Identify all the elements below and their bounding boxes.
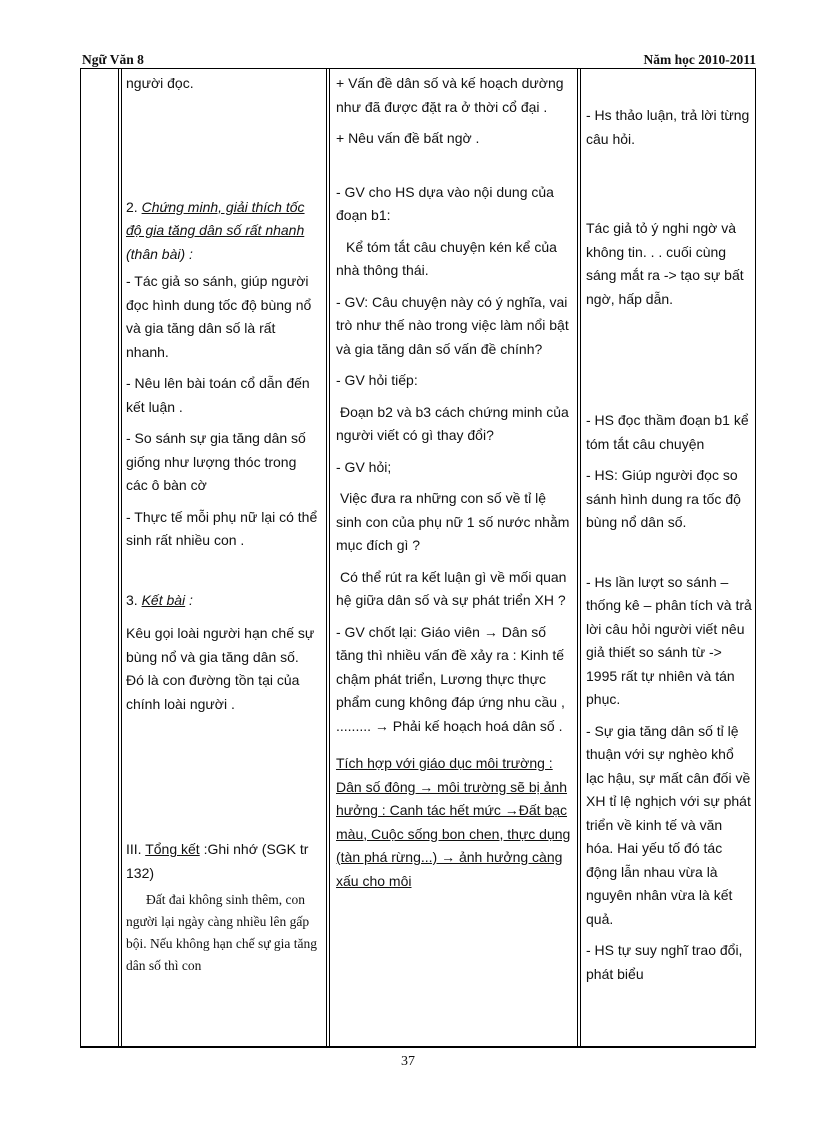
content-text: + Nêu vấn đề bất ngờ . — [336, 130, 480, 146]
content-text: Kêu gọi loài người hạn chế sự bùng nổ và gia tăng dân số. Đó là con đường tồn tại của chính loài người . — [126, 625, 315, 712]
page-number: 37 — [401, 1054, 415, 1069]
content-text: - GV hỏi tiếp: — [336, 372, 418, 388]
content-text: Việc đưa ra những con số về tỉ lệ sinh con của phụ nữ 1 số nước nhằm mục đích gì ? — [336, 490, 570, 553]
page-header — [82, 52, 756, 68]
content-text: - Tác giả so sánh, giúp người đọc hình dung tốc độ bùng nổ và gia tăng dân số là rất nhanh. — [126, 273, 312, 360]
content-text: - Nêu lên bài toán cổ dẫn đến kết luận . — [126, 375, 310, 415]
content-text: Đoạn b2 và b3 cách chứng minh của người viết có gì thay đổi? — [336, 403, 569, 443]
section-heading-title: Kết bài — [141, 591, 186, 608]
section-heading-body: 2. Chứng minh, giải thích tốc độ gia tăng dân số rất nhanh (thân bài) : — [126, 198, 305, 262]
content-text: - GV chốt lại: Giáo viên → Dân số tăng thì nhiều vấn đề xảy ra : Kinh tế chậm phát triển, Lương thực thực phẩm cung không đáp ứng nhu cầu , ......... → Phải kế hoạch hoá dân số . — [336, 623, 565, 734]
content-text: - HS đọc thầm đoạn b1 kể tóm tắt câu chuyện — [586, 412, 749, 452]
content-text: + Vấn đề dân số và kế hoạch dường như đã được đặt ra ở thời cổ đại . — [336, 75, 564, 115]
teacher-activity-column — [336, 72, 572, 901]
content-text: - GV hỏi; — [336, 458, 392, 475]
student-activity-column — [586, 104, 752, 994]
header-school-year: Năm học 2010-2011 — [643, 52, 756, 67]
content-text: - Hs lần lượt so sánh – thống kê – phân tích và trả lời câu hỏi người viết nêu giả thiết so sánh từ -> 1995 rất tự nhiên và tán phục. — [586, 573, 752, 707]
content-text: Có thể rút ra kết luận gì về mối quan hệ giữa dân số và sự phát triển XH ? — [336, 568, 567, 608]
content-column — [126, 72, 320, 985]
integration-note: Tích hợp với giáo dục môi trường : Dân số đông → môi trường sẽ bị ảnh hưởng : Canh tác hết mức →Đất bạc màu, Cuộc sống bon chen, thực dụng (tàn phá rừng...) → ảnh hưởng càng xấu cho môi — [336, 755, 571, 889]
content-text: - Hs thảo luận, trả lời từng câu hỏi. — [586, 107, 750, 147]
section-heading-summary: III. Tổng kết :Ghi nhớ (SGK tr 132) — [126, 841, 309, 881]
content-text: - HS tự suy nghĩ trao đổi, phát biểu — [586, 942, 743, 982]
section-heading-title: Tổng kết — [145, 841, 200, 857]
table-bottom-rule — [80, 1047, 756, 1048]
column-divider-2 — [326, 69, 327, 1047]
content-text: - So sánh sự gia tăng dân số giống như lượng thóc trong các ô bàn cờ — [126, 430, 306, 493]
column-divider-3 — [577, 69, 578, 1047]
content-text: người đọc. — [126, 75, 194, 91]
content-text: Tác giả tỏ ý nghi ngờ và không tin. . . cuối cùng sáng mắt ra -> tạo sự bất ngờ, hấp dẫn. — [586, 220, 744, 307]
content-text: - GV cho HS dựa vào nội dung của đoạn b1: — [336, 183, 554, 223]
content-text: - Sự gia tăng dân số tỉ lệ thuận với sự nghèo khổ lạc hậu, sự mất cân đối về XH tỉ lệ nghịch với sự phát triển về kinh tế và văn hóa. Hai yếu tố đó tác động lẫn nhau vừa là nguyên nhân vừa là kết quả. — [586, 722, 751, 927]
content-text: - HS: Giúp người đọc so sánh hình dung ra tốc độ bùng nổ dân số. — [586, 467, 741, 530]
section-heading-title: Chứng minh, giải thích tốc độ gia tăng dân số rất nhanh — [126, 198, 305, 238]
content-text: Kể tóm tắt câu chuyện kén kể của nhà thông thái. — [336, 238, 557, 278]
column-divider-1 — [118, 69, 119, 1047]
header-subject: Ngữ Văn 8 — [82, 52, 144, 67]
content-text: - Thực tế mỗi phụ nữ lại có thể sinh rất nhiều con . — [126, 508, 318, 548]
summary-text: Đất đai không sinh thêm, con người lại ngày càng nhiều lên gấp bội. Nếu không hạn chế sự gia tăng dân số thì con — [126, 892, 318, 973]
section-heading-conclusion: 3. Kết bài : — [126, 591, 193, 608]
content-text: - GV: Câu chuyện này có ý nghĩa, vai trò như thế nào trong việc làm nổi bật và gia tăng dân số vấn đề chính? — [336, 293, 569, 357]
